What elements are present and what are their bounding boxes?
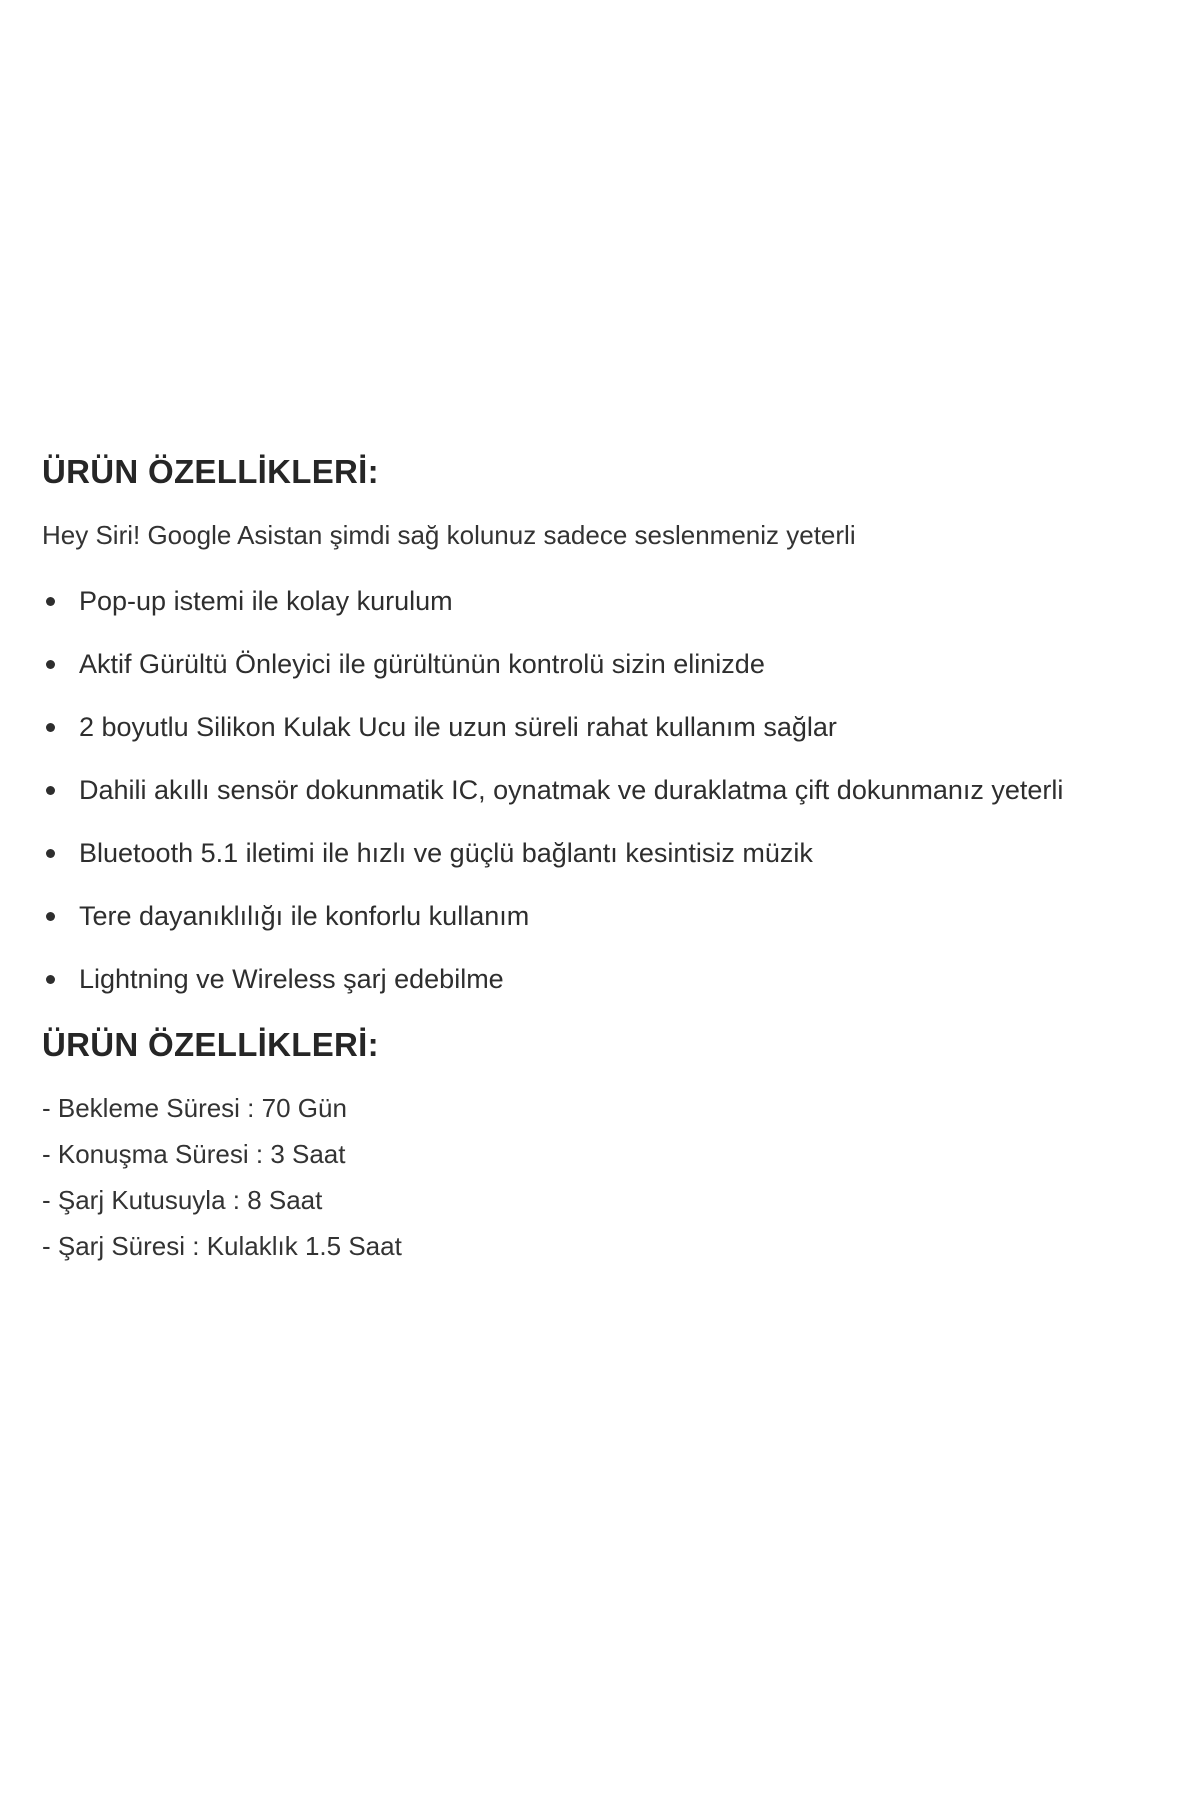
list-item (42, 773, 1172, 807)
feature-text: 2 boyutlu Silikon Kulak Ucu ile uzun süreli rahat kullanım sağlar (79, 712, 837, 742)
feature-text: Bluetooth 5.1 iletimi ile hızlı ve güçlü bağlantı kesintisiz müzik (79, 838, 813, 868)
bullet-icon (46, 723, 55, 732)
list-item (42, 710, 1172, 744)
features-heading: ÜRÜN ÖZELLİKLERİ: (42, 453, 379, 490)
spec-item: - Şarj Süresi : Kulaklık 1.5 Saat (42, 1231, 402, 1261)
feature-text: Pop-up istemi ile kolay kurulum (79, 586, 453, 616)
intro-text: Hey Siri! Google Asistan şimdi sağ kolunuz sadece seslenmeniz yeterli (42, 520, 856, 550)
list-item (42, 962, 1172, 996)
feature-text: Tere dayanıklılığı ile konforlu kullanım (79, 901, 530, 931)
list-item (42, 647, 1172, 681)
spec-item: - Konuşma Süresi : 3 Saat (42, 1139, 346, 1169)
bullet-icon (46, 786, 55, 795)
spec-item: - Şarj Kutusuyla : 8 Saat (42, 1185, 323, 1215)
list-item (42, 836, 1172, 870)
bullet-icon (46, 975, 55, 984)
feature-text: Dahili akıllı sensör dokunmatik IC, oynatmak ve duraklatma çift dokunmanız yeterli (79, 775, 1064, 805)
bullet-icon (46, 660, 55, 669)
specs-heading: ÜRÜN ÖZELLİKLERİ: (42, 1026, 379, 1063)
specs-list (42, 1091, 1172, 1263)
feature-text: Aktif Gürültü Önleyici ile gürültünün kontrolü sizin elinizde (79, 649, 765, 679)
bullet-icon (46, 912, 55, 921)
list-item (42, 899, 1172, 933)
bullet-icon (46, 597, 55, 606)
bullet-icon (46, 849, 55, 858)
feature-text: Lightning ve Wireless şarj edebilme (79, 964, 504, 994)
product-description (42, 452, 1172, 1275)
spec-item: - Bekleme Süresi : 70 Gün (42, 1093, 347, 1123)
features-list (42, 584, 1172, 996)
list-item (42, 584, 1172, 618)
